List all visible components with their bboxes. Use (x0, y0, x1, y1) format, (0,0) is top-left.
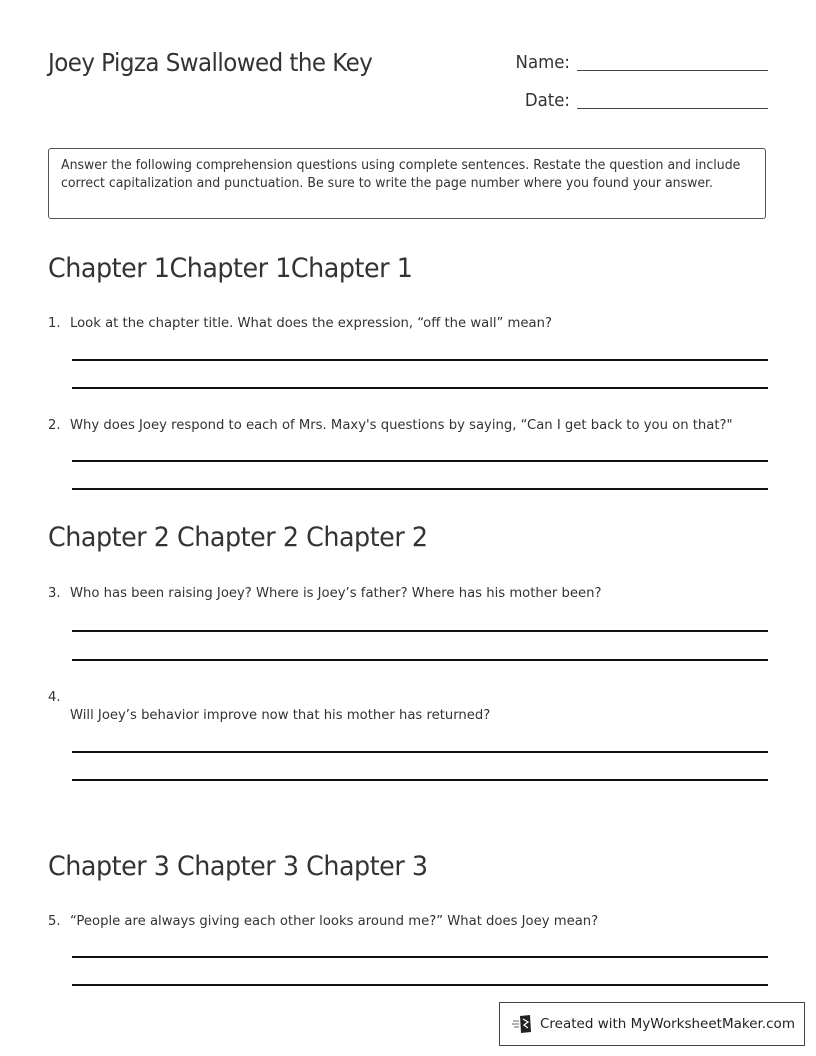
answer-line[interactable] (72, 460, 768, 462)
answer-line[interactable] (72, 751, 768, 753)
answer-line[interactable] (72, 659, 768, 661)
instructions-text: Answer the following comprehension questions using complete sentences. Restate the question and include correct capitalization and punctuation. Be sure to write the page number where you found your answer. (61, 158, 741, 191)
answer-line[interactable] (72, 387, 768, 389)
answer-line[interactable] (72, 359, 768, 361)
question-1 (48, 316, 552, 331)
question-4-text: Will Joey’s behavior improve now that his mother has returned? (70, 708, 491, 723)
question-text: Look at the chapter title. What does the expression, “off the wall” mean? (70, 316, 552, 331)
chapter-heading-3: Chapter 3 Chapter 3 Chapter 3 (48, 851, 428, 882)
worksheet-maker-logo-icon (512, 1014, 534, 1034)
answer-line[interactable] (72, 984, 768, 986)
question-3 (48, 586, 601, 601)
date-answer-line[interactable] (577, 107, 768, 109)
instructions-box (48, 148, 766, 219)
question-number: 1. (48, 316, 61, 331)
question-number: 2. (48, 418, 61, 433)
chapter-heading-2: Chapter 2 Chapter 2 Chapter 2 (48, 522, 428, 553)
footer-text: Created with MyWorksheetMaker.com (540, 1016, 795, 1032)
name-field[interactable] (500, 52, 768, 73)
answer-line[interactable] (72, 956, 768, 958)
question-text: “People are always giving each other looks around me?” What does Joey mean? (70, 914, 599, 929)
date-field[interactable] (500, 90, 768, 111)
chapter-heading-1: Chapter 1Chapter 1Chapter 1 (48, 253, 413, 284)
question-number: 5. (48, 914, 61, 929)
question-2 (48, 418, 733, 433)
worksheet-title: Joey Pigza Swallowed the Key (48, 48, 373, 77)
question-text: Why does Joey respond to each of Mrs. Maxy's questions by saying, “Can I get back to you on that?" (70, 418, 733, 433)
answer-line[interactable] (72, 630, 768, 632)
date-label: Date: (524, 90, 570, 111)
answer-line[interactable] (72, 779, 768, 781)
question-text: Who has been raising Joey? Where is Joey’s father? Where has his mother been? (70, 586, 602, 601)
question-number: 3. (48, 586, 61, 601)
question-4-number: 4. (48, 690, 61, 705)
answer-line[interactable] (72, 488, 768, 490)
question-5 (48, 914, 598, 929)
footer-credit[interactable] (499, 1002, 805, 1046)
name-label: Name: (515, 52, 570, 73)
name-answer-line[interactable] (577, 69, 768, 71)
